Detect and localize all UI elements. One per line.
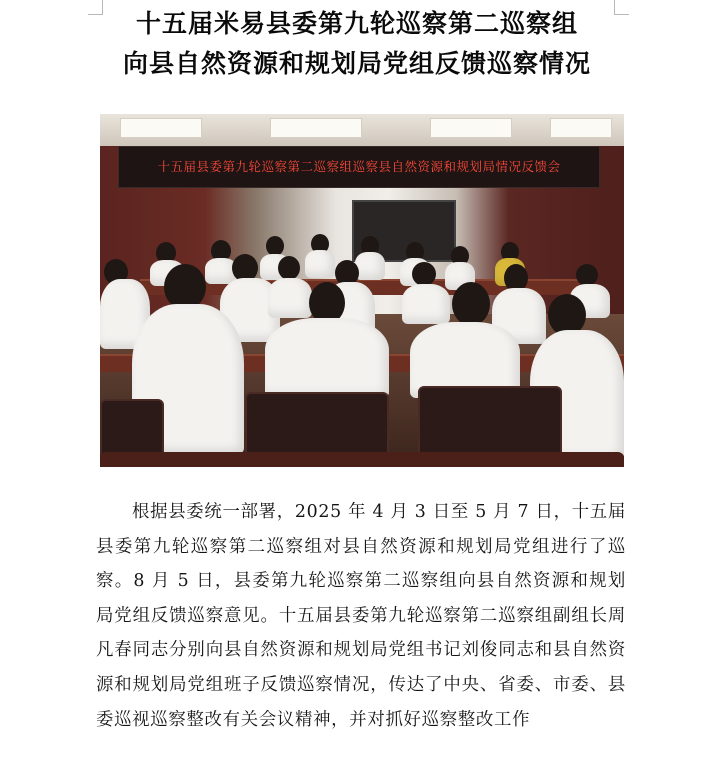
photo-ceiling [100,114,624,146]
front-table-edge [100,452,624,467]
meeting-banner [118,146,600,188]
ceiling-light [430,118,512,138]
banner-text: 十五届县委第九轮巡察第二巡察组巡察县自然资源和规划局情况反馈会 [157,159,561,174]
meeting-photo [100,114,624,467]
title-line-2: 向县自然资源和规划局党组反馈巡察情况 [122,49,591,78]
ceiling-light [120,118,202,138]
ceiling-light [550,118,612,138]
title-line-1: 十五届米易县委第九轮巡察第二巡察组 [135,9,578,38]
ceiling-light [270,118,362,138]
article-paragraph: 根据县委统一部署，2025 年 4 月 3 日至 5 月 7 日，十五届县委第九轮巡察第二巡察组对县自然资源和规划局党组进行了巡察。8 月 5 日，县委第九轮巡察第二巡察组向县自然资源和规划局党组反馈巡察意见。十五届县委第九轮巡察第二巡察组副组长周凡春同志分别向县自然资源和规划局党组书记刘俊同志和县自然资源和规划局党组班子反馈巡察情况，传达了中央、省委、市委、县委巡视巡察整改有关会议精神，并对抓好巡察整改工作 [96,502,626,730]
